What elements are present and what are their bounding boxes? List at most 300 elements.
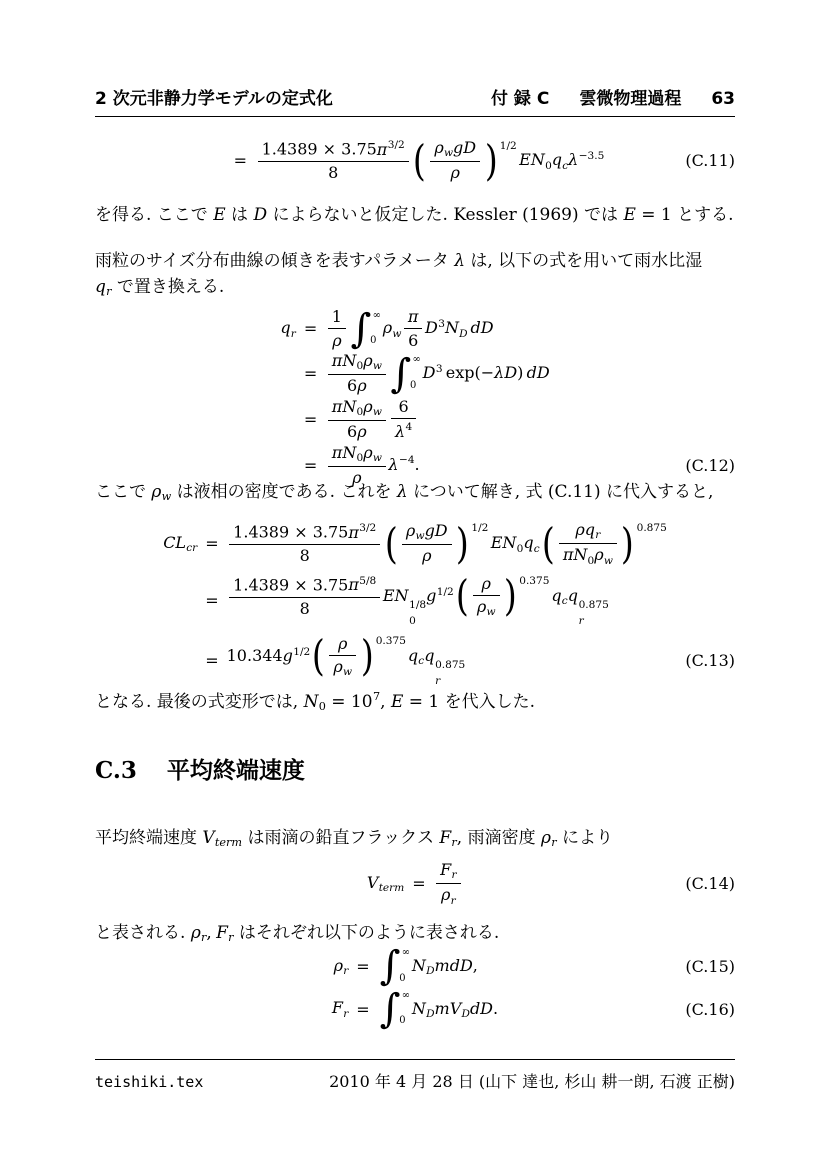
- math-mrow: [440, 860, 457, 882]
- math-mi: ρ: [357, 422, 367, 442]
- math-pexp: 0.875: [636, 522, 667, 535]
- math-mi: ρ: [190, 923, 201, 943]
- math-mint: [379, 986, 410, 1032]
- math-ihi: ∞: [401, 946, 410, 958]
- math-mrow: [338, 634, 347, 653]
- paragraph-rho-f-intro: [95, 921, 735, 947]
- math-mi: ρ: [352, 468, 362, 488]
- math-mi: E: [213, 205, 226, 225]
- math-mrow: [331, 350, 382, 373]
- math-mi: F: [439, 828, 452, 848]
- math-mjp: は, 以下の式を用いて雨水比湿: [464, 251, 703, 271]
- math-eright: [667, 651, 735, 670]
- math-mi: E: [519, 150, 531, 170]
- math-bigp: ): [360, 631, 374, 681]
- math-mrow: [325, 305, 494, 352]
- math-mi: D: [422, 363, 436, 383]
- math-mi: ρ: [363, 396, 373, 416]
- math-mi: ρ: [405, 520, 416, 540]
- math-msub: r: [201, 931, 207, 945]
- math-msc: [348, 575, 376, 594]
- math-msub: term: [214, 836, 243, 850]
- math-mrow: [366, 873, 405, 895]
- math-mrow: [575, 520, 601, 542]
- math-mi: N: [411, 998, 426, 1018]
- math-frac: [329, 635, 356, 679]
- equation-c11: [95, 135, 735, 185]
- math-mi: π: [348, 522, 359, 542]
- math-mjp: とする.: [671, 205, 734, 225]
- math-mi: ρ: [481, 573, 491, 593]
- math-msc: [423, 363, 443, 382]
- equation-grid: [95, 305, 735, 488]
- math-msub: r: [343, 964, 349, 977]
- math-erel: =: [205, 591, 219, 611]
- math-msc: [351, 692, 380, 712]
- math-mi: dD: [526, 363, 550, 383]
- math-frac: [559, 521, 617, 567]
- math-erhs: [227, 518, 667, 568]
- math-msub: w: [161, 490, 172, 504]
- math-fn: [559, 521, 617, 543]
- math-ilims: [410, 354, 421, 395]
- math-mjp: 雨滴密度: [462, 828, 541, 848]
- math-mrow: [333, 657, 352, 679]
- equation-tag: (C.13): [685, 651, 735, 671]
- header-right: [491, 84, 735, 109]
- math-fn: [328, 398, 386, 420]
- equation-c13: [95, 518, 735, 687]
- math-msc: [363, 397, 382, 416]
- math-mi: q: [280, 318, 291, 338]
- math-mrow: [233, 575, 376, 594]
- math-fn: [391, 398, 416, 418]
- math-msub: r: [450, 894, 456, 907]
- math-mi: ρ: [363, 350, 373, 370]
- math-mi: q: [584, 520, 596, 539]
- math-msc: [407, 646, 425, 668]
- math-mi: π: [407, 307, 419, 326]
- math-mi: F: [216, 923, 228, 943]
- math-erhs: [378, 943, 478, 990]
- math-mi: gD: [453, 138, 477, 157]
- math-mu: 1.4389 × 3.75: [233, 522, 349, 542]
- math-mu: .: [493, 998, 499, 1018]
- math-erhs: [255, 135, 605, 185]
- math-mi: N: [303, 691, 319, 712]
- math-mrow: [328, 163, 338, 182]
- section-heading-c3: [95, 756, 735, 787]
- header-chapter-title: 雲微物理過程: [579, 89, 682, 109]
- math-msc: [567, 586, 609, 628]
- math-mi: dD: [469, 998, 494, 1018]
- math-mrow: [399, 397, 409, 416]
- math-msup: 4: [405, 421, 413, 434]
- math-msc: [342, 397, 363, 416]
- equation-tag: (C.12): [685, 455, 735, 475]
- math-mi: q: [523, 533, 534, 553]
- paragraph-after-c12: [95, 480, 735, 506]
- math-msc: [95, 277, 111, 297]
- page-header: [95, 84, 735, 117]
- math-msc: [476, 597, 496, 619]
- math-msup: −4: [398, 454, 415, 467]
- math-mi: ρ: [594, 545, 604, 565]
- header-appendix-label: 付 録 C: [491, 89, 550, 109]
- math-fd: [391, 418, 416, 441]
- math-msub: r: [451, 836, 457, 850]
- math-isym: ∫: [390, 350, 412, 397]
- math-msup: −3.5: [578, 149, 605, 162]
- math-msc: [523, 533, 540, 555]
- math-erel: =: [412, 874, 426, 894]
- math-fn: [404, 308, 423, 328]
- math-msc: [568, 150, 604, 169]
- math-mi: ρ: [476, 597, 487, 617]
- math-msc: [334, 956, 349, 975]
- math-ilo: 0: [399, 1015, 406, 1027]
- math-msc: [424, 646, 466, 687]
- math-msup: 3/2: [359, 522, 377, 535]
- math-mi: ρ: [575, 520, 585, 539]
- math-frac: [258, 139, 409, 182]
- math-mrow: [451, 163, 460, 182]
- math-mi: E: [490, 533, 503, 553]
- math-erel: =: [303, 319, 318, 339]
- math-msub: w: [372, 451, 382, 464]
- math-pexp: 1/2: [499, 139, 517, 152]
- math-mi: q: [551, 150, 563, 170]
- math-msub: r: [451, 869, 457, 882]
- math-mi: V: [366, 873, 379, 893]
- math-mjp: に代入すると,: [600, 482, 714, 502]
- math-mu: 8: [299, 599, 310, 618]
- math-mrow: [325, 442, 420, 488]
- math-msub: w: [486, 606, 496, 619]
- math-mjp: では: [578, 205, 624, 225]
- math-mi: ρ: [332, 330, 342, 350]
- math-mint: [350, 305, 381, 352]
- math-fd: [229, 597, 380, 619]
- math-mjp: によらないと仮定した.: [267, 205, 454, 225]
- math-mrow: [226, 631, 466, 687]
- math-erel: =: [233, 151, 248, 171]
- math-mi: π: [348, 575, 359, 595]
- math-pexp: 0.375: [519, 575, 550, 588]
- math-erhs: [325, 398, 419, 442]
- math-mi: dD: [470, 318, 494, 338]
- math-msc: [363, 443, 382, 462]
- math-erhs: [325, 352, 549, 396]
- math-msub: cr: [186, 542, 198, 555]
- math-mi: ρ: [333, 657, 343, 677]
- math-msc: [440, 860, 457, 882]
- math-msub: D: [426, 965, 435, 977]
- math-bigp: (: [312, 631, 325, 681]
- math-msub: w: [392, 327, 402, 340]
- math-mi: ρ: [441, 885, 451, 905]
- math-msc: [342, 350, 364, 373]
- math-mrow: [441, 885, 456, 907]
- math-mi: gD: [424, 520, 448, 540]
- math-mi: q: [567, 586, 578, 606]
- math-msup: 7: [373, 690, 381, 703]
- math-fd: [404, 328, 423, 350]
- math-msub: c: [418, 655, 425, 668]
- math-msc: [450, 999, 470, 1018]
- equation-tag: (C.11): [685, 151, 735, 171]
- math-mu: 10.344: [226, 646, 283, 666]
- math-mu: 6: [408, 330, 419, 350]
- math-ilo: 0: [409, 380, 417, 392]
- math-frac: [229, 575, 380, 618]
- math-ilims: [399, 946, 410, 987]
- math-msc: [584, 520, 601, 542]
- math-mpar: [411, 135, 517, 185]
- math-mrow: [95, 251, 702, 297]
- math-msub: r: [343, 1007, 349, 1020]
- math-mu: ,: [456, 828, 463, 848]
- math-mu: .: [414, 455, 420, 474]
- math-mrow: [95, 692, 535, 712]
- math-elhs: [163, 533, 197, 554]
- math-msup: 5/8: [359, 574, 377, 587]
- math-msub: term: [378, 882, 405, 895]
- math-bigp: ): [484, 135, 498, 185]
- math-ilims: [370, 309, 381, 350]
- math-eright: [498, 957, 735, 976]
- math-hi: 1/8: [409, 598, 427, 611]
- math-frac: [473, 575, 500, 619]
- equation-grid: [95, 861, 735, 907]
- math-msub: r: [290, 327, 296, 340]
- equation-tag: (C.14): [685, 874, 735, 894]
- math-ilo: 0: [370, 335, 377, 347]
- math-erel: =: [303, 455, 318, 475]
- math-mi: π: [331, 350, 343, 370]
- math-mi: E: [623, 205, 636, 225]
- math-mrow: [428, 138, 483, 183]
- math-mjp: はそれぞれ以下のように表される.: [233, 923, 500, 943]
- math-msc: [394, 586, 427, 628]
- math-msub: 0: [516, 542, 524, 555]
- math-frac: [391, 398, 416, 441]
- math-mrow: [378, 986, 499, 1032]
- math-bigp: ): [621, 518, 635, 568]
- math-mi: V: [202, 828, 215, 848]
- equation-tag: (C.15): [685, 956, 735, 976]
- math-frac: [328, 398, 386, 442]
- math-mrow: [332, 331, 341, 350]
- math-msc: [363, 350, 382, 373]
- math-bigp: ): [456, 518, 469, 568]
- math-fn: [430, 139, 480, 161]
- math-msub: c: [562, 159, 569, 172]
- math-elhs: [332, 998, 348, 1019]
- math-mrow: [334, 956, 349, 975]
- math-msub: 0: [356, 405, 364, 418]
- math-ilims: [399, 989, 410, 1030]
- math-pexp: 0.375: [375, 635, 406, 648]
- section-number: C.3: [95, 757, 137, 784]
- math-msc: [395, 422, 412, 441]
- math-fd: [329, 655, 356, 679]
- math-frac: [402, 522, 452, 566]
- math-mrow: [327, 633, 359, 679]
- math-fd: [402, 544, 452, 566]
- math-mrow: [470, 573, 502, 619]
- math-lo: r: [435, 674, 441, 687]
- math-bigp: (: [541, 518, 555, 568]
- math-fd: [430, 161, 480, 183]
- math-msub: 0: [587, 554, 595, 567]
- math-msup: 3: [435, 362, 443, 375]
- math-mrow: [395, 422, 412, 441]
- math-msc: [573, 545, 595, 567]
- math-mi: N: [342, 442, 357, 462]
- math-mjp: ここで: [95, 482, 152, 502]
- math-erhs: [378, 986, 499, 1032]
- math-erel: =: [205, 651, 219, 671]
- math-mu: 8: [299, 546, 310, 566]
- math-msc: [366, 873, 405, 895]
- math-fd: [328, 328, 346, 350]
- math-msub: 0: [356, 451, 364, 464]
- math-mu: ,: [206, 923, 212, 943]
- math-mi: ρ: [337, 633, 348, 653]
- equation-grid: [95, 135, 735, 185]
- math-mi: N: [530, 150, 545, 170]
- math-mrow: [347, 422, 367, 441]
- math-msub: D: [426, 1007, 435, 1020]
- math-msub: r: [595, 529, 601, 542]
- math-mstack: [435, 660, 465, 687]
- math-mrow: [399, 520, 454, 566]
- math-isym: ∫: [379, 986, 401, 1032]
- math-msc: [191, 923, 207, 943]
- math-erel: =: [303, 364, 318, 384]
- math-msc: [530, 150, 552, 172]
- math-mjp: を代入した.: [439, 691, 536, 712]
- math-erhs: [325, 305, 494, 352]
- math-msc: [280, 318, 296, 340]
- math-isym: ∫: [379, 943, 401, 990]
- math-fd: [258, 161, 409, 183]
- math-mi: π: [562, 545, 574, 565]
- math-msc: [426, 586, 454, 605]
- math-fn: [229, 575, 380, 597]
- header-left-title: 2 次元非静力学モデルの定式化: [95, 89, 333, 109]
- math-mu: 1.4389 × 3.75: [261, 139, 377, 159]
- math-mu: Kessler (1969): [453, 205, 579, 225]
- math-mrow: [300, 599, 310, 618]
- math-mrow: [422, 546, 431, 565]
- footer-filename: teishiki.tex: [95, 1073, 204, 1091]
- math-mrow: [95, 923, 499, 943]
- math-mi: λD: [494, 363, 518, 383]
- math-ilo: 0: [399, 972, 406, 984]
- math-fd: [559, 543, 617, 567]
- math-mi: D: [253, 205, 268, 225]
- math-mu: ): [517, 363, 524, 383]
- math-mrow: [562, 545, 613, 567]
- math-msc: [342, 443, 363, 462]
- math-mi: N: [573, 545, 588, 565]
- math-mi: q: [95, 276, 106, 297]
- math-mjp: と表される.: [95, 923, 191, 943]
- math-fn: [258, 139, 409, 161]
- math-mpar: [540, 518, 667, 568]
- math-msub: w: [372, 405, 382, 418]
- math-mjp: は雨滴の鉛直フラックス: [242, 828, 440, 848]
- math-mjp: で置き換える.: [111, 276, 225, 297]
- math-isym: ∫: [350, 305, 372, 352]
- math-mi: π: [331, 396, 343, 416]
- math-mu: 6: [398, 396, 409, 416]
- math-mu: 6: [347, 376, 358, 396]
- math-frac: [328, 308, 346, 350]
- math-erhs: [226, 631, 466, 687]
- section-title: 平均終端速度: [166, 758, 305, 784]
- math-msub: w: [342, 666, 352, 679]
- math-bigp: ): [503, 571, 517, 621]
- equation-grid: [95, 943, 735, 1032]
- math-msup: 1/2: [293, 645, 311, 658]
- math-msc: [331, 998, 349, 1020]
- math-fd: [473, 595, 500, 619]
- math-eright: [604, 151, 735, 170]
- math-fn: [328, 352, 386, 374]
- math-msub: w: [443, 147, 453, 160]
- math-mrow: [95, 482, 713, 502]
- math-msup: 1/2: [436, 585, 454, 598]
- footer-date-authors: 2010 年 4 月 28 日 (山下 達也, 杉山 耕一朗, 石渡 正樹): [329, 1072, 735, 1091]
- math-msub: c: [533, 542, 540, 555]
- math-mjp: は: [225, 205, 254, 225]
- math-fd: [436, 883, 460, 907]
- math-mi: π: [331, 442, 343, 462]
- math-msc: [434, 138, 453, 160]
- math-frac: [430, 139, 480, 183]
- math-mi: E: [390, 691, 404, 712]
- math-mrow: [331, 998, 349, 1020]
- math-mi: m: [434, 998, 450, 1018]
- math-fn: [402, 522, 452, 544]
- math-mi: λ: [568, 150, 579, 170]
- math-msc: [541, 828, 557, 848]
- math-elhs: [280, 318, 296, 339]
- math-mu: 8: [328, 163, 339, 183]
- math-mrow: [325, 350, 550, 397]
- math-msc: [283, 646, 311, 665]
- math-mu: = 1: [403, 691, 440, 712]
- math-msub: D: [459, 327, 468, 340]
- math-mu: =: [325, 691, 351, 712]
- math-fd: [229, 544, 380, 566]
- math-fn: [328, 444, 386, 466]
- math-msc: [216, 923, 233, 943]
- math-mjp: 雨粒のサイズ分布曲線の傾きを表すパラメータ: [95, 251, 455, 271]
- math-frac: [328, 352, 386, 396]
- math-mjp: により: [556, 828, 613, 848]
- math-msub: c: [561, 595, 568, 608]
- math-mint: [379, 943, 410, 990]
- math-mi: N: [444, 318, 459, 338]
- math-msc: [304, 692, 326, 712]
- math-mrow: [280, 318, 296, 340]
- math-mi: N: [411, 955, 426, 975]
- math-msc: [551, 586, 568, 608]
